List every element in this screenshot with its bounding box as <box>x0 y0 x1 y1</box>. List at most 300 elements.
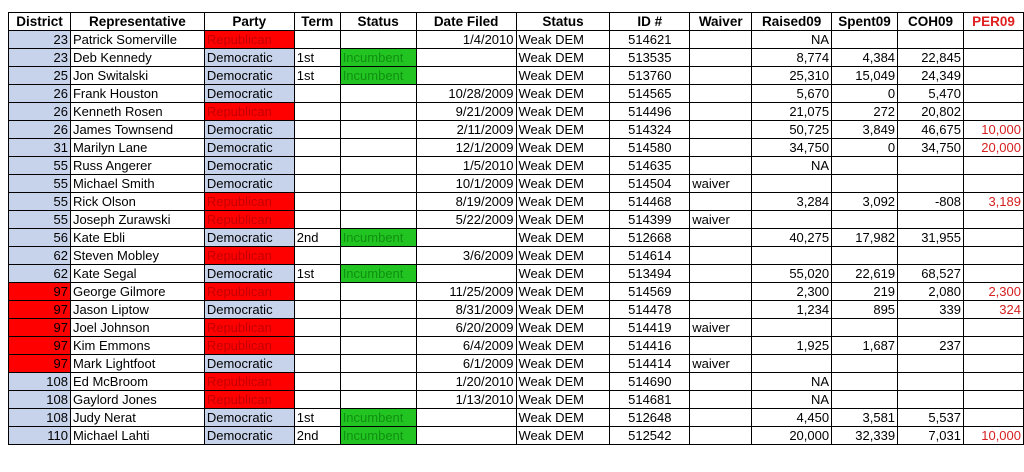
cell-waiver <box>690 391 752 409</box>
cell-status-2: Weak DEM <box>516 121 610 139</box>
cell-id: 514614 <box>610 247 690 265</box>
header-per: PER09 <box>963 13 1023 31</box>
cell-status <box>340 373 416 391</box>
cell-status: Incumbent <box>340 229 416 247</box>
cell-district: 108 <box>9 409 71 427</box>
cell-term <box>294 283 340 301</box>
cell-term: 2nd <box>294 229 340 247</box>
cell-waiver <box>690 373 752 391</box>
cell-date-filed: 1/20/2010 <box>416 373 516 391</box>
cell-raised <box>752 175 832 193</box>
cell-party: Republican <box>204 319 294 337</box>
cell-status-2: Weak DEM <box>516 229 610 247</box>
table-row <box>9 49 1024 67</box>
cell-status <box>340 319 416 337</box>
cell-district: 97 <box>9 355 71 373</box>
cell-party: Democratic <box>204 355 294 373</box>
cell-representative: Michael Lahti <box>70 427 204 445</box>
cell-raised: 5,670 <box>752 85 832 103</box>
cell-per <box>963 49 1023 67</box>
cell-waiver <box>690 121 752 139</box>
cell-spent <box>832 247 898 265</box>
cell-spent: 32,339 <box>832 427 898 445</box>
cell-status <box>340 175 416 193</box>
cell-spent: 15,049 <box>832 67 898 85</box>
cell-status <box>340 247 416 265</box>
table-row <box>9 355 1024 373</box>
header-coh: COH09 <box>898 13 964 31</box>
cell-status <box>340 31 416 49</box>
cell-per <box>963 175 1023 193</box>
cell-status-2: Weak DEM <box>516 193 610 211</box>
cell-representative: Steven Mobley <box>70 247 204 265</box>
cell-per <box>963 409 1023 427</box>
cell-raised: 3,284 <box>752 193 832 211</box>
header-term: Term <box>294 13 340 31</box>
table-row <box>9 31 1024 49</box>
cell-term: 2nd <box>294 427 340 445</box>
cell-status <box>340 193 416 211</box>
cell-party: Democratic <box>204 409 294 427</box>
cell-date-filed <box>416 427 516 445</box>
cell-status: Incumbent <box>340 49 416 67</box>
cell-status-2: Weak DEM <box>516 103 610 121</box>
cell-date-filed: 3/6/2009 <box>416 247 516 265</box>
table-row <box>9 121 1024 139</box>
cell-raised: 2,300 <box>752 283 832 301</box>
cell-id: 512648 <box>610 409 690 427</box>
cell-term <box>294 211 340 229</box>
cell-term <box>294 121 340 139</box>
cell-term <box>294 301 340 319</box>
table-row <box>9 391 1024 409</box>
cell-status-2: Weak DEM <box>516 211 610 229</box>
cell-term <box>294 175 340 193</box>
cell-party: Democratic <box>204 157 294 175</box>
cell-party: Republican <box>204 337 294 355</box>
cell-spent <box>832 355 898 373</box>
cell-raised: 4,450 <box>752 409 832 427</box>
cell-raised: NA <box>752 373 832 391</box>
cell-district: 97 <box>9 301 71 319</box>
cell-representative: Joel Johnson <box>70 319 204 337</box>
cell-per <box>963 247 1023 265</box>
cell-coh <box>898 319 964 337</box>
cell-coh: 339 <box>898 301 964 319</box>
header-status: Status <box>340 13 416 31</box>
cell-term <box>294 337 340 355</box>
cell-district: 26 <box>9 121 71 139</box>
cell-id: 514414 <box>610 355 690 373</box>
cell-waiver <box>690 427 752 445</box>
table-row <box>9 175 1024 193</box>
cell-term: 1st <box>294 409 340 427</box>
cell-status <box>340 283 416 301</box>
cell-spent: 0 <box>832 139 898 157</box>
table-row <box>9 139 1024 157</box>
cell-district: 62 <box>9 265 71 283</box>
table-row <box>9 409 1024 427</box>
cell-spent: 3,092 <box>832 193 898 211</box>
cell-representative: Mark Lightfoot <box>70 355 204 373</box>
cell-raised: NA <box>752 157 832 175</box>
cell-date-filed: 8/31/2009 <box>416 301 516 319</box>
cell-status-2: Weak DEM <box>516 31 610 49</box>
cell-status <box>340 103 416 121</box>
cell-waiver <box>690 193 752 211</box>
cell-status-2: Weak DEM <box>516 373 610 391</box>
cell-per <box>963 265 1023 283</box>
cell-raised: NA <box>752 391 832 409</box>
cell-representative: Michael Smith <box>70 175 204 193</box>
cell-date-filed: 1/4/2010 <box>416 31 516 49</box>
cell-party: Republican <box>204 283 294 301</box>
cell-date-filed: 2/11/2009 <box>416 121 516 139</box>
table-row <box>9 229 1024 247</box>
cell-district: 110 <box>9 427 71 445</box>
cell-raised: NA <box>752 31 832 49</box>
cell-term <box>294 139 340 157</box>
cell-coh: 24,349 <box>898 67 964 85</box>
cell-per <box>963 103 1023 121</box>
cell-id: 514324 <box>610 121 690 139</box>
cell-date-filed: 9/21/2009 <box>416 103 516 121</box>
cell-representative: Patrick Somerville <box>70 31 204 49</box>
cell-waiver <box>690 31 752 49</box>
header-representative: Representative <box>70 13 204 31</box>
header-status-2: Status <box>516 13 610 31</box>
cell-id: 514635 <box>610 157 690 175</box>
cell-coh: 20,802 <box>898 103 964 121</box>
cell-party: Republican <box>204 193 294 211</box>
cell-per <box>963 157 1023 175</box>
cell-raised <box>752 355 832 373</box>
cell-term <box>294 85 340 103</box>
cell-id: 514569 <box>610 283 690 301</box>
cell-representative: Rick Olson <box>70 193 204 211</box>
cell-waiver: waiver <box>690 355 752 373</box>
cell-id: 514690 <box>610 373 690 391</box>
cell-district: 108 <box>9 373 71 391</box>
cell-coh: 22,845 <box>898 49 964 67</box>
cell-per <box>963 229 1023 247</box>
cell-term <box>294 247 340 265</box>
cell-waiver: waiver <box>690 211 752 229</box>
cell-status-2: Weak DEM <box>516 427 610 445</box>
table-row <box>9 247 1024 265</box>
table-row <box>9 193 1024 211</box>
cell-waiver: waiver <box>690 319 752 337</box>
cell-per <box>963 31 1023 49</box>
cell-id: 513760 <box>610 67 690 85</box>
cell-district: 55 <box>9 193 71 211</box>
cell-coh <box>898 391 964 409</box>
cell-status-2: Weak DEM <box>516 175 610 193</box>
cell-raised: 1,925 <box>752 337 832 355</box>
cell-coh: 5,470 <box>898 85 964 103</box>
cell-waiver <box>690 247 752 265</box>
cell-party: Democratic <box>204 265 294 283</box>
cell-date-filed: 12/1/2009 <box>416 139 516 157</box>
cell-district: 23 <box>9 31 71 49</box>
cell-date-filed: 6/4/2009 <box>416 337 516 355</box>
cell-coh <box>898 211 964 229</box>
cell-date-filed <box>416 67 516 85</box>
cell-party: Democratic <box>204 49 294 67</box>
cell-spent <box>832 31 898 49</box>
cell-id: 514419 <box>610 319 690 337</box>
cell-waiver <box>690 265 752 283</box>
cell-district: 97 <box>9 319 71 337</box>
cell-raised: 21,075 <box>752 103 832 121</box>
cell-party: Democratic <box>204 85 294 103</box>
cell-per <box>963 391 1023 409</box>
header-spent: Spent09 <box>832 13 898 31</box>
cell-per <box>963 67 1023 85</box>
cell-representative: Kim Emmons <box>70 337 204 355</box>
cell-representative: Kate Segal <box>70 265 204 283</box>
cell-id: 513535 <box>610 49 690 67</box>
cell-status-2: Weak DEM <box>516 301 610 319</box>
cell-per <box>963 337 1023 355</box>
cell-spent <box>832 157 898 175</box>
cell-date-filed: 10/28/2009 <box>416 85 516 103</box>
cell-status <box>340 211 416 229</box>
cell-party: Republican <box>204 391 294 409</box>
header-district: District <box>9 13 71 31</box>
cell-party: Republican <box>204 211 294 229</box>
cell-status <box>340 139 416 157</box>
cell-status: Incumbent <box>340 67 416 85</box>
cell-spent: 219 <box>832 283 898 301</box>
cell-id: 512668 <box>610 229 690 247</box>
cell-waiver <box>690 157 752 175</box>
cell-term: 1st <box>294 265 340 283</box>
cell-status <box>340 391 416 409</box>
cell-coh <box>898 355 964 373</box>
cell-date-filed: 10/1/2009 <box>416 175 516 193</box>
cell-status <box>340 157 416 175</box>
cell-waiver <box>690 409 752 427</box>
cell-coh: 46,675 <box>898 121 964 139</box>
cell-status-2: Weak DEM <box>516 355 610 373</box>
cell-date-filed: 11/25/2009 <box>416 283 516 301</box>
cell-term <box>294 355 340 373</box>
cell-party: Republican <box>204 103 294 121</box>
cell-district: 26 <box>9 103 71 121</box>
cell-spent: 4,384 <box>832 49 898 67</box>
cell-status-2: Weak DEM <box>516 67 610 85</box>
cell-term <box>294 391 340 409</box>
cell-raised: 40,275 <box>752 229 832 247</box>
cell-raised: 8,774 <box>752 49 832 67</box>
cell-district: 56 <box>9 229 71 247</box>
cell-status: Incumbent <box>340 265 416 283</box>
cell-status <box>340 121 416 139</box>
cell-coh <box>898 373 964 391</box>
cell-id: 514565 <box>610 85 690 103</box>
cell-coh: 34,750 <box>898 139 964 157</box>
cell-district: 62 <box>9 247 71 265</box>
cell-date-filed: 6/1/2009 <box>416 355 516 373</box>
cell-status-2: Weak DEM <box>516 337 610 355</box>
cell-raised: 34,750 <box>752 139 832 157</box>
cell-waiver <box>690 337 752 355</box>
cell-date-filed <box>416 265 516 283</box>
cell-coh <box>898 157 964 175</box>
header-waiver: Waiver <box>690 13 752 31</box>
cell-waiver <box>690 283 752 301</box>
table-row <box>9 337 1024 355</box>
cell-district: 97 <box>9 283 71 301</box>
cell-coh: -808 <box>898 193 964 211</box>
cell-status-2: Weak DEM <box>516 391 610 409</box>
cell-waiver <box>690 49 752 67</box>
cell-status-2: Weak DEM <box>516 49 610 67</box>
cell-party: Democratic <box>204 229 294 247</box>
cell-date-filed: 1/5/2010 <box>416 157 516 175</box>
cell-representative: Russ Angerer <box>70 157 204 175</box>
cell-id: 513494 <box>610 265 690 283</box>
cell-spent: 22,619 <box>832 265 898 283</box>
cell-date-filed <box>416 409 516 427</box>
cell-district: 108 <box>9 391 71 409</box>
cell-term <box>294 373 340 391</box>
cell-spent <box>832 211 898 229</box>
header-row <box>9 13 1024 31</box>
cell-date-filed <box>416 49 516 67</box>
cell-party: Republican <box>204 247 294 265</box>
cell-per: 20,000 <box>963 139 1023 157</box>
cell-spent: 272 <box>832 103 898 121</box>
cell-per <box>963 355 1023 373</box>
cell-party: Democratic <box>204 175 294 193</box>
cell-coh <box>898 31 964 49</box>
cell-status-2: Weak DEM <box>516 139 610 157</box>
cell-spent <box>832 391 898 409</box>
cell-coh: 2,080 <box>898 283 964 301</box>
cell-status <box>340 85 416 103</box>
cell-id: 514478 <box>610 301 690 319</box>
cell-party: Democratic <box>204 139 294 157</box>
cell-id: 514504 <box>610 175 690 193</box>
cell-representative: Kate Ebli <box>70 229 204 247</box>
cell-raised: 55,020 <box>752 265 832 283</box>
cell-raised: 50,725 <box>752 121 832 139</box>
cell-representative: Gaylord Jones <box>70 391 204 409</box>
cell-status <box>340 337 416 355</box>
cell-district: 23 <box>9 49 71 67</box>
cell-spent <box>832 175 898 193</box>
cell-party: Democratic <box>204 121 294 139</box>
header-date-filed: Date Filed <box>416 13 516 31</box>
cell-status-2: Weak DEM <box>516 157 610 175</box>
cell-representative: Frank Houston <box>70 85 204 103</box>
cell-party: Democratic <box>204 67 294 85</box>
table-row <box>9 265 1024 283</box>
cell-term <box>294 103 340 121</box>
cell-representative: George Gilmore <box>70 283 204 301</box>
cell-raised <box>752 247 832 265</box>
cell-raised: 25,310 <box>752 67 832 85</box>
table-row <box>9 319 1024 337</box>
table-row <box>9 157 1024 175</box>
cell-representative: Jason Liptow <box>70 301 204 319</box>
candidates-table <box>8 12 1024 445</box>
cell-term <box>294 157 340 175</box>
cell-per <box>963 85 1023 103</box>
cell-spent: 3,849 <box>832 121 898 139</box>
cell-representative: Kenneth Rosen <box>70 103 204 121</box>
cell-representative: Ed McBroom <box>70 373 204 391</box>
cell-per <box>963 373 1023 391</box>
cell-waiver <box>690 229 752 247</box>
cell-status-2: Weak DEM <box>516 85 610 103</box>
cell-party: Democratic <box>204 301 294 319</box>
cell-id: 514399 <box>610 211 690 229</box>
cell-per: 3,189 <box>963 193 1023 211</box>
cell-waiver: waiver <box>690 175 752 193</box>
cell-id: 514681 <box>610 391 690 409</box>
cell-coh: 5,537 <box>898 409 964 427</box>
cell-spent <box>832 373 898 391</box>
table-body <box>9 31 1024 445</box>
table-row <box>9 85 1024 103</box>
cell-waiver <box>690 103 752 121</box>
cell-district: 31 <box>9 139 71 157</box>
cell-raised: 20,000 <box>752 427 832 445</box>
cell-raised: 1,234 <box>752 301 832 319</box>
table-row <box>9 427 1024 445</box>
cell-per <box>963 211 1023 229</box>
cell-id: 514580 <box>610 139 690 157</box>
cell-district: 97 <box>9 337 71 355</box>
cell-spent: 17,982 <box>832 229 898 247</box>
cell-representative: Deb Kennedy <box>70 49 204 67</box>
cell-per: 324 <box>963 301 1023 319</box>
cell-per <box>963 319 1023 337</box>
cell-coh <box>898 175 964 193</box>
cell-party: Democratic <box>204 427 294 445</box>
cell-status <box>340 301 416 319</box>
cell-per: 10,000 <box>963 121 1023 139</box>
cell-status <box>340 355 416 373</box>
cell-date-filed: 8/19/2009 <box>416 193 516 211</box>
cell-date-filed <box>416 229 516 247</box>
cell-date-filed: 5/22/2009 <box>416 211 516 229</box>
cell-per: 2,300 <box>963 283 1023 301</box>
cell-term <box>294 31 340 49</box>
cell-status-2: Weak DEM <box>516 247 610 265</box>
cell-district: 55 <box>9 211 71 229</box>
table-row <box>9 283 1024 301</box>
cell-district: 55 <box>9 175 71 193</box>
cell-status: Incumbent <box>340 409 416 427</box>
cell-id: 512542 <box>610 427 690 445</box>
cell-district: 55 <box>9 157 71 175</box>
cell-coh: 7,031 <box>898 427 964 445</box>
cell-date-filed: 6/20/2009 <box>416 319 516 337</box>
cell-per: 10,000 <box>963 427 1023 445</box>
cell-raised <box>752 319 832 337</box>
cell-coh: 31,955 <box>898 229 964 247</box>
table-row <box>9 211 1024 229</box>
cell-term: 1st <box>294 49 340 67</box>
cell-waiver <box>690 85 752 103</box>
cell-representative: Marilyn Lane <box>70 139 204 157</box>
cell-raised <box>752 211 832 229</box>
cell-waiver <box>690 67 752 85</box>
